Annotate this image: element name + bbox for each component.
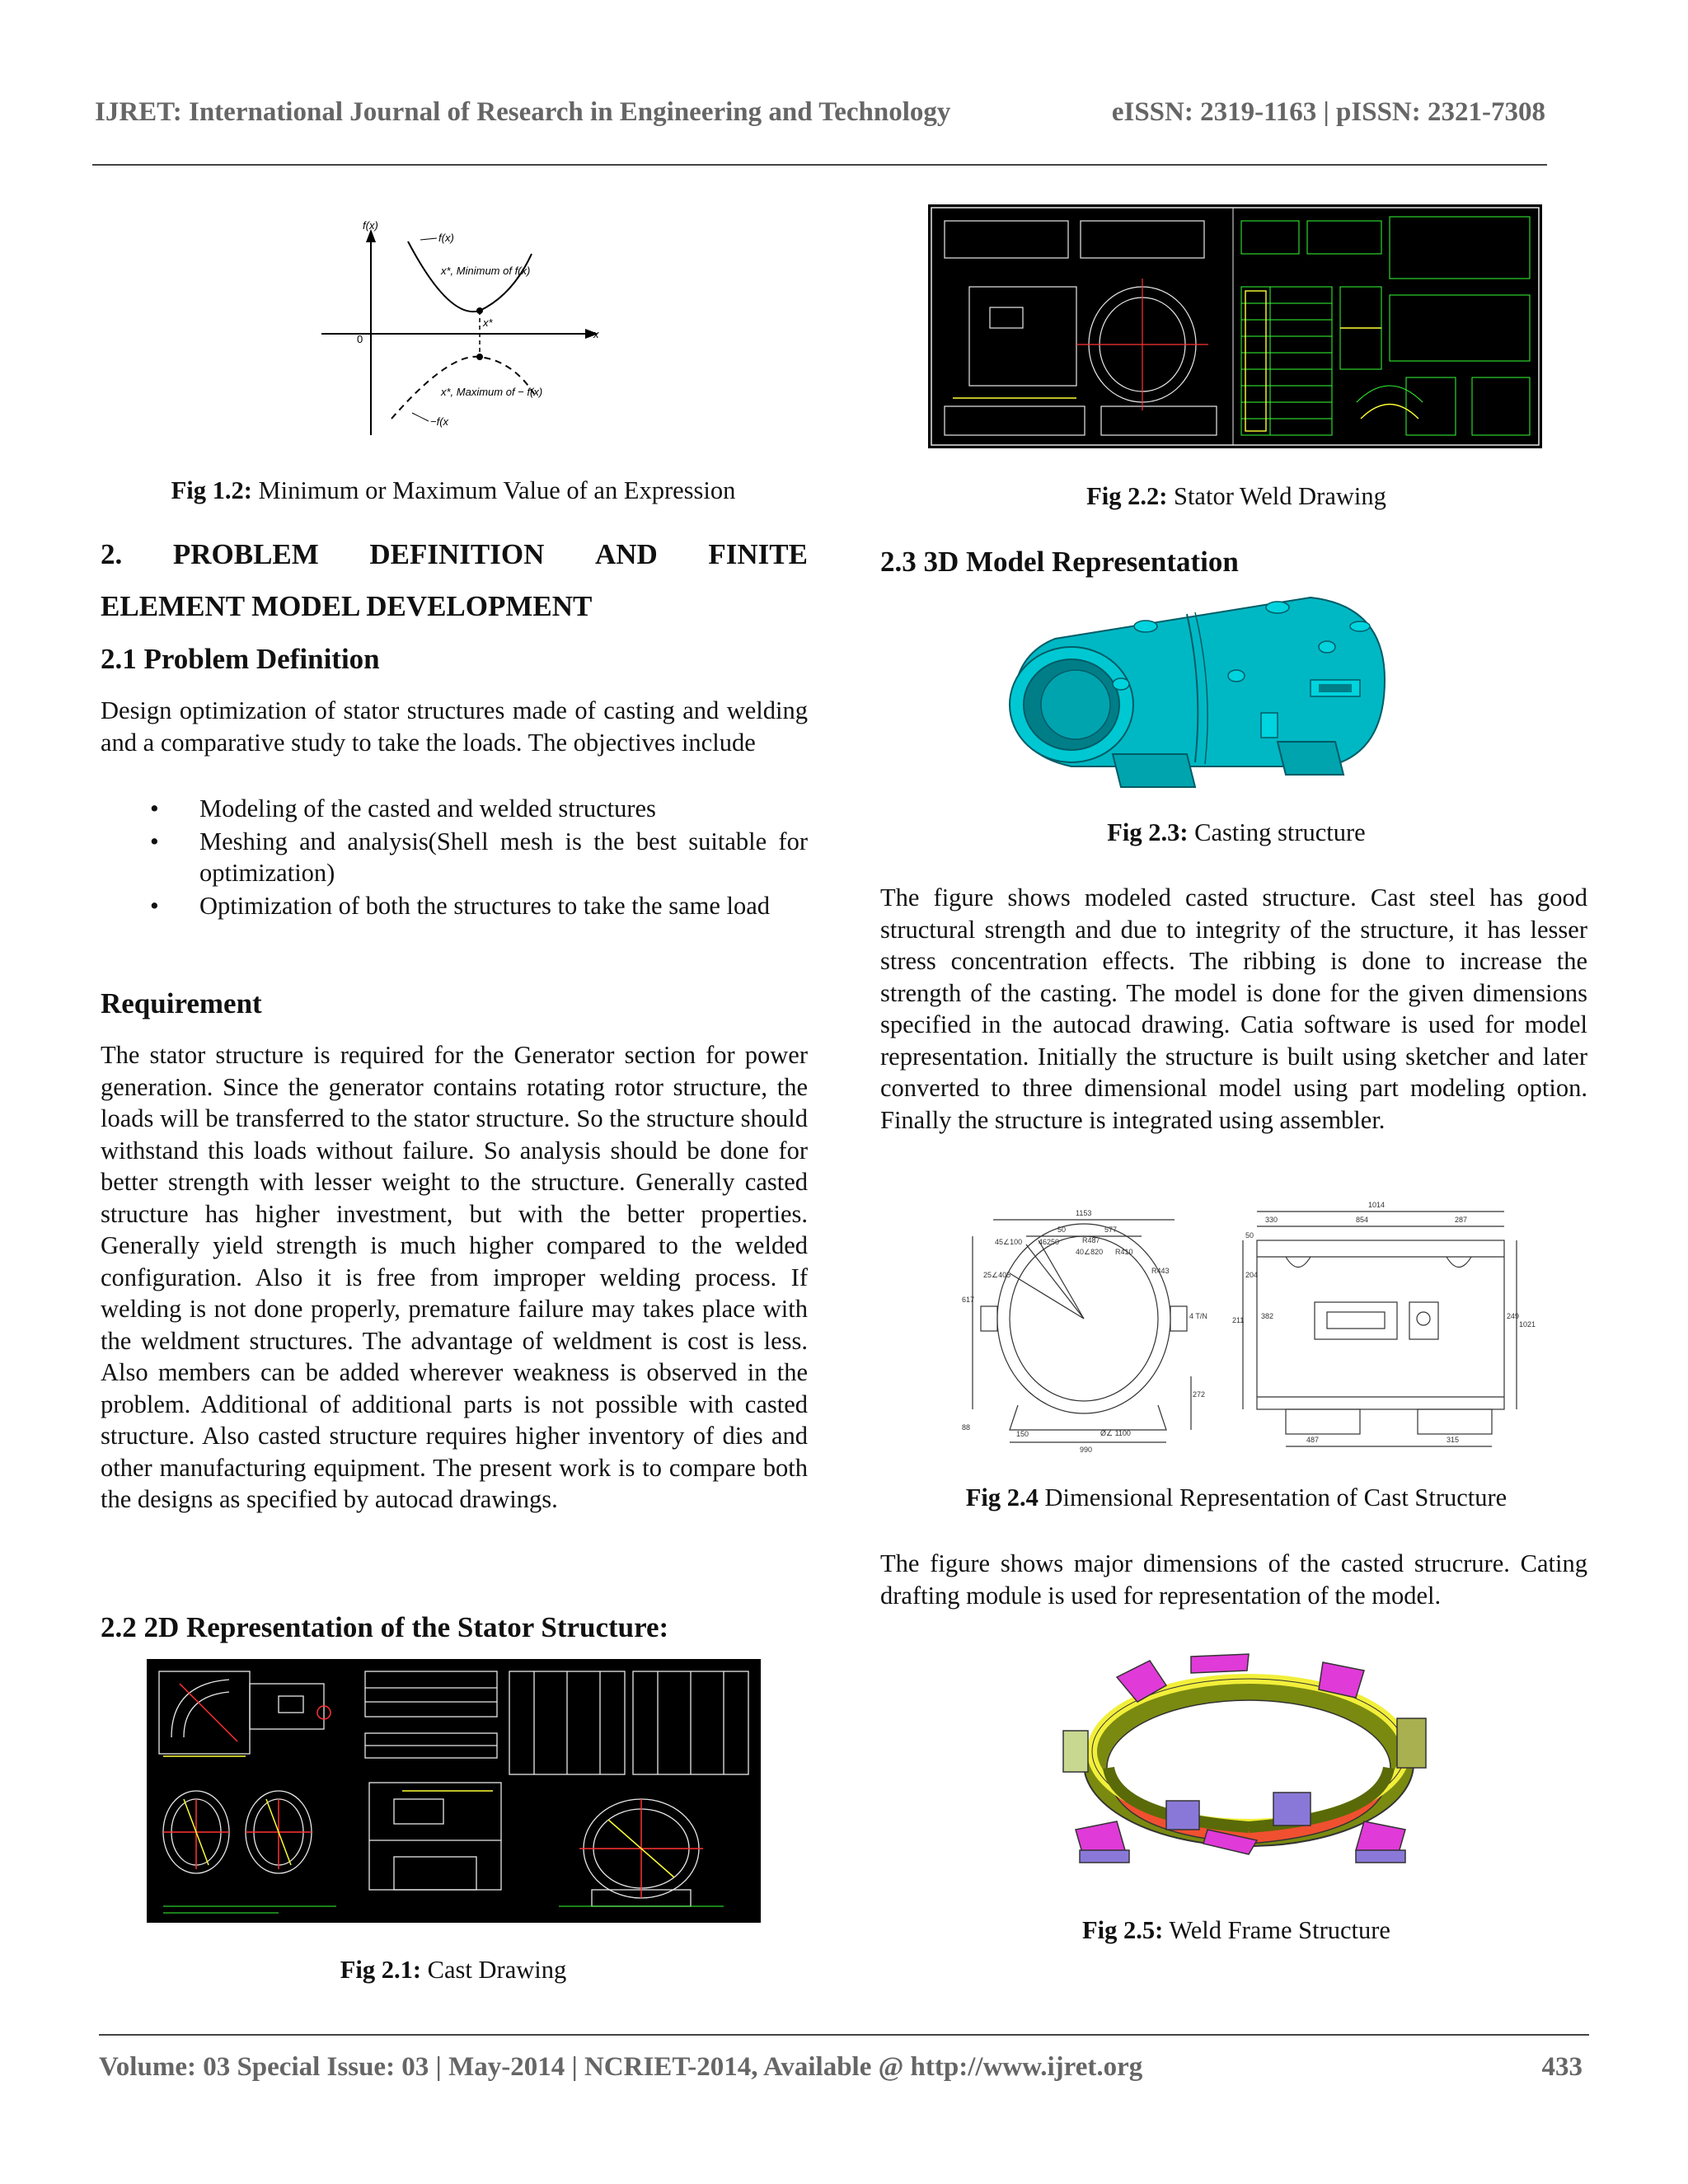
- neg-curve-label: −f(x: [430, 415, 449, 428]
- dim-label: 4 T/N: [1189, 1312, 1207, 1320]
- fx-axis-label: f(x): [363, 219, 378, 232]
- requirement-heading: Requirement: [101, 987, 262, 1019]
- caption-text: Cast Drawing: [427, 1956, 567, 1984]
- dim-label: 40∠820: [1076, 1248, 1104, 1256]
- caption-label: Fig 2.3:: [1107, 818, 1189, 846]
- dim-label: 315: [1447, 1436, 1460, 1444]
- issn: eISSN: 2319-1163 | pISSN: 2321-7308: [1111, 97, 1545, 127]
- heading-word: DEFINITION: [369, 538, 545, 570]
- fig-2-1-caption: [124, 1956, 783, 1985]
- section-2-heading-line1: [101, 538, 808, 571]
- caption-text: Casting structure: [1194, 818, 1366, 846]
- dim-label: 50: [1057, 1226, 1067, 1234]
- min-label: x*, Minimum of f(x): [441, 265, 531, 277]
- section-2-3-para2: The figure shows major dimensions of the casted strucrure. Cating drafting module is used for representation of the model.: [880, 1549, 1587, 1610]
- objectives-list: [101, 793, 808, 922]
- header-rule: [92, 164, 1547, 166]
- x-axis-label: x: [593, 328, 599, 340]
- caption-text: Stator Weld Drawing: [1174, 482, 1386, 510]
- dim-label: 617: [962, 1296, 975, 1304]
- xstar-label: x*: [483, 316, 493, 329]
- fig-2-4-caption: [865, 1483, 1607, 1512]
- fig-2-3-casting-structure: [997, 589, 1451, 791]
- dim-label: 272: [1193, 1390, 1206, 1399]
- section-2-1-intro: Design optimization of stator structures made of casting and welding and a comparative study to take the loads. The objectives include: [101, 696, 808, 757]
- heading-word: 2.: [101, 538, 123, 570]
- dim-label: 487: [1306, 1436, 1320, 1444]
- dim-label: 211: [1232, 1316, 1245, 1324]
- dim-label: 150: [1016, 1430, 1029, 1438]
- caption-label: Fig 2.5:: [1082, 1916, 1164, 1944]
- dim-label: 1021: [1519, 1320, 1536, 1329]
- list-item: • Optimization of both the structures to take the same load: [101, 890, 808, 922]
- dim-label: R487: [1082, 1236, 1100, 1244]
- dim-label: 287: [1455, 1216, 1468, 1224]
- fig-2-2-caption: [907, 482, 1566, 511]
- dim-label: 45∠100: [995, 1238, 1023, 1246]
- journal-title: IJRET: International Journal of Research in Engineering and Technology: [95, 97, 951, 127]
- fig-2-5-caption: [907, 1916, 1566, 1945]
- list-item: • Meshing and analysis(Shell mesh is the best suitable for optimization): [101, 826, 808, 889]
- caption-label: Fig 2.4: [965, 1483, 1039, 1511]
- fig-1-2-graph: [272, 213, 618, 442]
- dim-label: 330: [1265, 1216, 1278, 1224]
- caption-label: Fig 1.2:: [171, 476, 252, 504]
- dim-label: R443: [1151, 1267, 1170, 1275]
- dim-label: 249: [1507, 1312, 1520, 1320]
- fig-1-2-caption: [124, 476, 783, 505]
- footer-rule: [99, 2034, 1589, 2036]
- heading-word: FINITE: [708, 538, 808, 570]
- requirement-body: The stator structure is required for the Generator section for power generation. Since the generator contains rotating rotor structure, the loads will be transferred to the stator structure. So the structure should withstand this loads without failure. So analysis should be done for better strength with lesser weight to the structure. Generally casted structure has higher investment, but with the better properties. Generally yield strength is much higher compared to the welded configuration. Also it is free from improper welding process. If welding is not done properly, premature failure may takes place with the weldment structures. The advantage of weldment is cost is less. Also members can be added wherever weakness is observed in the problem. Additional of additional parts is not possible with casted structure. Also casted structure requires higher inventory of dies and other manufacturing equipment. The present work is to compare both the designs as specified by autocad drawings.: [101, 1041, 808, 1513]
- dim-label: Ø∠ 1100: [1100, 1429, 1131, 1437]
- section-2-2-heading: 2.2 2D Representation of the Stator Structure:: [101, 1611, 669, 1643]
- dim-label: 854: [1356, 1216, 1369, 1224]
- dim-label: 46250: [1039, 1238, 1060, 1246]
- fig-2-4-dimensional-drawing: [960, 1195, 1537, 1455]
- dim-label: 50: [1245, 1231, 1254, 1240]
- fig-2-5-weld-frame: [1059, 1652, 1442, 1867]
- dim-label: 1153: [1076, 1209, 1092, 1217]
- origin-label: 0: [357, 333, 363, 345]
- section-2-3-heading: 2.3 3D Model Representation: [880, 546, 1239, 578]
- heading-word: AND: [594, 538, 658, 570]
- caption-text: Dimensional Representation of Cast Structure: [1044, 1483, 1507, 1511]
- dim-label: 88: [962, 1423, 971, 1432]
- section-2-heading-line2: ELEMENT MODEL DEVELOPMENT: [101, 590, 593, 622]
- fig-2-1-cast-drawing: [147, 1659, 761, 1923]
- caption-text: Minimum or Maximum Value of an Expression: [258, 476, 736, 504]
- fig-2-3-caption: [907, 818, 1566, 847]
- dim-label: 204: [1245, 1271, 1259, 1279]
- dim-label: R410: [1115, 1248, 1133, 1256]
- fx-curve-label: f(x): [438, 232, 454, 244]
- page-number: 433: [1541, 2052, 1582, 2082]
- section-2-1-heading: 2.1 Problem Definition: [101, 643, 380, 675]
- dim-label: 577: [1104, 1226, 1118, 1234]
- caption-text: Weld Frame Structure: [1169, 1916, 1390, 1944]
- caption-label: Fig 2.2:: [1086, 482, 1168, 510]
- dim-label: 25∠405: [983, 1271, 1011, 1279]
- footer-text: Volume: 03 Special Issue: 03 | May-2014 | NCRIET-2014, Available @ http://www.ijret.org: [99, 2052, 1143, 2082]
- dim-label: 382: [1261, 1312, 1274, 1320]
- dim-label: 1014: [1368, 1201, 1386, 1209]
- section-2-3-para1: The figure shows modeled casted structure. Cast steel has good structural strength and due to integrity of the structure, it has lesser stress concentration effects. The ribbing is done to increase the strength of the casting. The model is done for the given dimensions specified in the autocad drawing. Catia software is used for model representation. Initially the structure is built using sketcher and later converted to three dimensional model using part modeling option. Finally the structure is integrated using assembler.: [880, 883, 1587, 1134]
- running-footer: [99, 2052, 1582, 2083]
- heading-word: PROBLEM: [172, 538, 319, 570]
- fig-2-2-stator-weld-drawing: [928, 204, 1542, 448]
- list-item: • Modeling of the casted and welded structures: [101, 793, 808, 825]
- dim-label: 990: [1080, 1446, 1093, 1454]
- caption-label: Fig 2.1:: [340, 1956, 422, 1984]
- max-label: x*, Maximum of − f(x): [441, 386, 543, 398]
